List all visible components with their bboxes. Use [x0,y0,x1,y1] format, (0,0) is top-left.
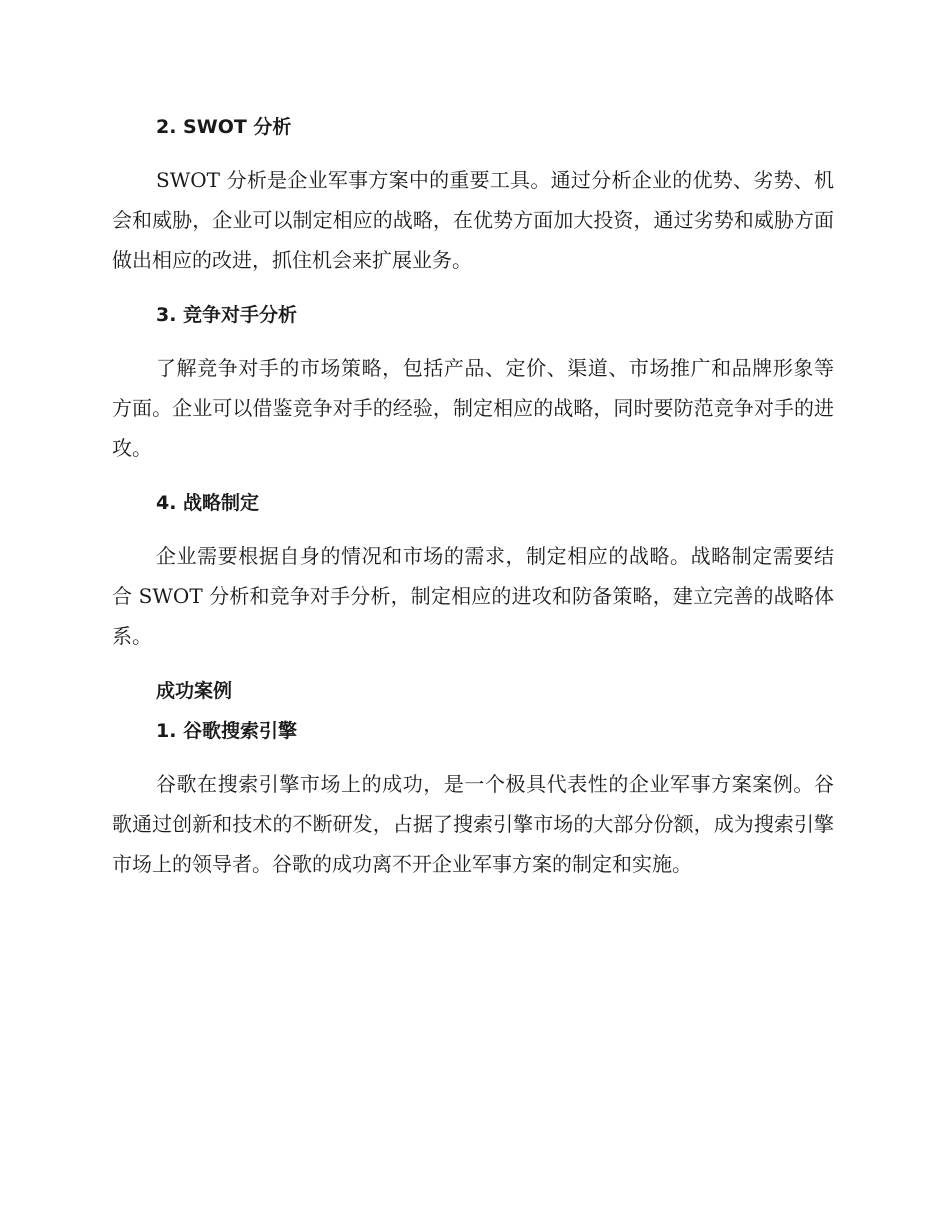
document-body [112,108,834,900]
section-paragraph-strategy: 企业需要根据自身的情况和市场的需求，制定相应的战略。战略制定需要结合 SWOT 分析和竞争对手分析，制定相应的进攻和防备策略，建立完善的战略体系。 [112,544,834,648]
section-heading-strategy: 4. 战略制定 [156,492,260,514]
section-heading-google: 1. 谷歌搜索引擎 [156,720,298,742]
section-paragraph-google: 谷歌在搜索引擎市场上的成功，是一个极具代表性的企业军事方案案例。谷歌通过创新和技术的不断研发，占据了搜索引擎市场的大部分份额，成为搜索引擎市场上的领导者。谷歌的成功离不开企业军事方案的制定和实施。 [112,772,834,876]
section-heading-competitor-analysis: 3. 竞争对手分析 [156,304,298,326]
section-paragraph-competitor-analysis: 了解竞争对手的市场策略，包括产品、定价、渠道、市场推广和品牌形象等方面。企业可以借鉴竞争对手的经验，制定相应的战略，同时要防范竞争对手的进攻。 [112,356,834,460]
section-heading-success-cases: 成功案例 [156,680,233,702]
section-heading-swot: 2. SWOT 分析 [156,116,292,138]
section-paragraph-swot: SWOT 分析是企业军事方案中的重要工具。通过分析企业的优势、劣势、机会和威胁，企业可以制定相应的战略，在优势方面加大投资，通过劣势和威胁方面做出相应的改进，抓住机会来扩展业务。 [112,168,834,272]
